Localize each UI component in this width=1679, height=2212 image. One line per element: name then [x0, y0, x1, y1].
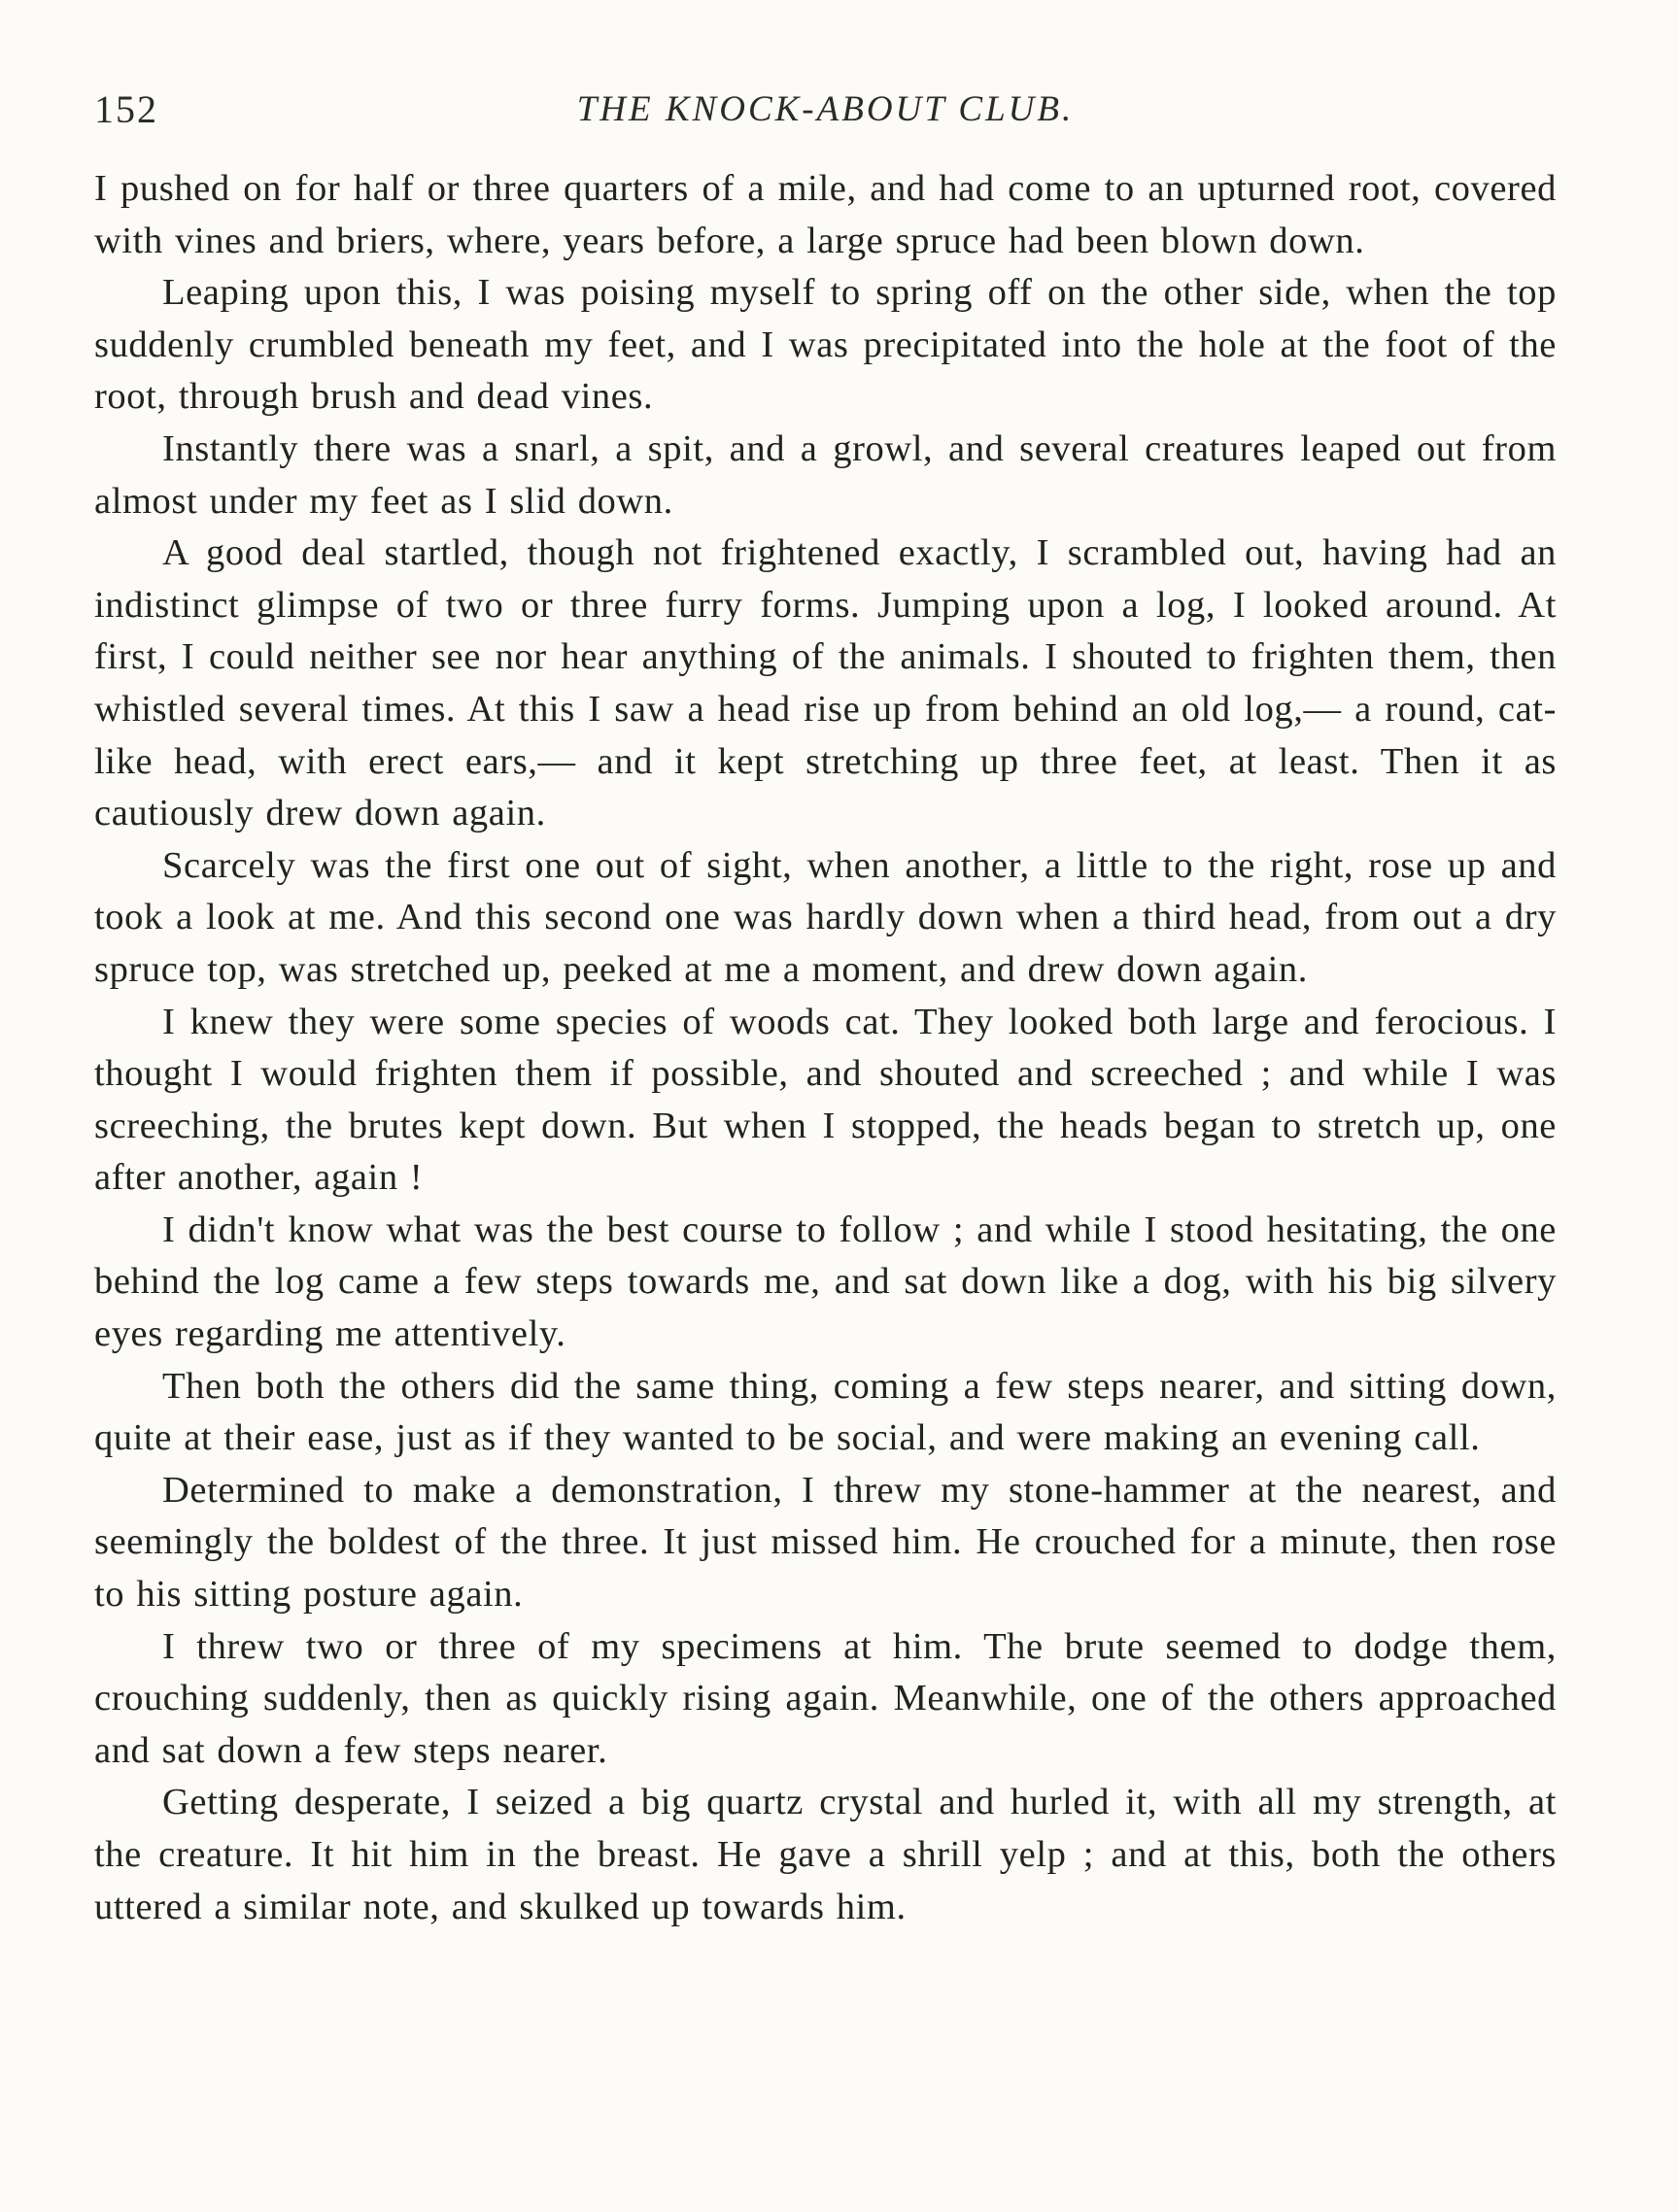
- paragraph: Leaping upon this, I was poising myself to spring off on the other side, when the top suddenly crumbled beneath my feet, and I was precipitated into the hole at the foot of the root, through brush and dead vines.: [94, 272, 1557, 418]
- paragraph: I threw two or three of my specimens at him. The brute seemed to dodge them, crouching suddenly, then as quickly rising again. Meanwhile, one of the others approached and sat down a few steps nearer.: [94, 1625, 1557, 1771]
- paragraph: I pushed on for half or three quarters of a mile, and had come to an upturned root, covered with vines and briers, where, years before, a large spruce had been blown down.: [94, 168, 1557, 261]
- paragraph: Determined to make a demonstration, I threw my stone-hammer at the nearest, and seemingly the boldest of the three. It just missed him. He crouched for a minute, then rose to his sitting posture again.: [94, 1469, 1557, 1616]
- paragraph: Getting desperate, I seized a big quartz crystal and hurled it, with all my strength, at the creature. It hit him in the breast. He gave a shrill yelp ; and at this, both the others uttered a similar note, and skulked up towards him.: [94, 1782, 1557, 1927]
- paragraph: I knew they were some species of woods cat. They looked both large and ferocious. I thought I would frighten them if possible, and shouted and screeched ; and while I was screeching, the brutes kept down. But when I stopped, the heads began to stretch up, one after another, again !: [94, 1001, 1557, 1199]
- body-text: [94, 163, 1557, 1933]
- paragraph: I didn't know what was the best course to follow ; and while I stood hesitating, the one behind the log came a few steps towards me, and sat down like a dog, with his big silvery eyes regarding me attentively.: [94, 1208, 1557, 1355]
- paragraph: A good deal startled, though not frightened exactly, I scrambled out, having had an indistinct glimpse of two or three furry forms. Jumping upon a log, I looked around. At first, I could neither see nor hear anything of the animals. I shouted to frighten them, then whistled several times. At this I saw a head rise up from behind an old log,— a round, cat-like head, with erect ears,— and it kept stretching up three feet, at least. Then it as cautiously drew down again.: [94, 532, 1557, 834]
- running-head: [94, 85, 1557, 134]
- running-title: THE KNOCK-ABOUT CLUB.: [576, 89, 1075, 129]
- paragraph: Instantly there was a snarl, a spit, and a growl, and several creatures leaped out from almost under my feet as I slid down.: [94, 427, 1557, 522]
- paragraph: Scarcely was the first one out of sight, when another, a little to the right, rose up and took a look at me. And this second one was hardly down when a third head, from out a dry spruce top, was stretched up, peeked at me a moment, and drew down again.: [94, 844, 1557, 990]
- paragraph: Then both the others did the same thing, coming a few steps nearer, and sitting down, quite at their ease, just as if they wanted to be social, and were making an evening call.: [94, 1365, 1557, 1459]
- page-number: 152: [94, 87, 158, 131]
